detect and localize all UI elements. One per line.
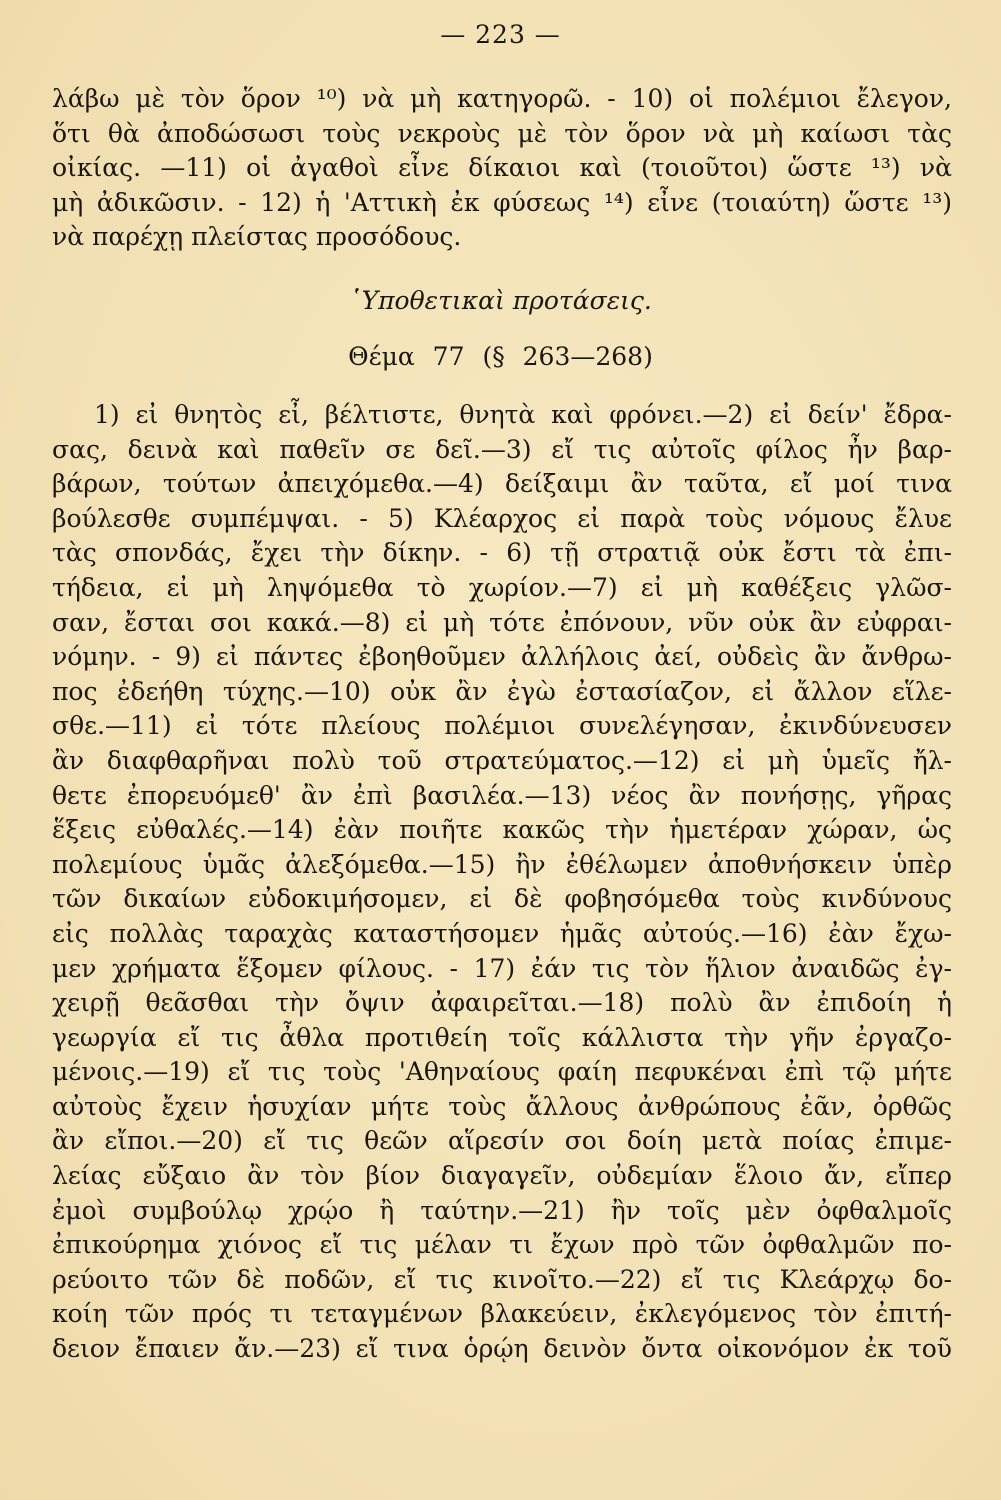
text-line: κοίη τῶν πρός τι τεταγμένων βλακεύειν, ἐκλεγόμενος τὸν ἐπιτή- <box>52 1299 952 1329</box>
text-line: αὐτοὺς ἔχειν ἡσυχίαν μήτε τοὺς ἄλλους ἀνθρώπους ἐᾶν, ὀρθῶς <box>52 1091 952 1121</box>
text-line: τῶν δικαίων εὐδοκιμήσομεν, εἰ δὲ φοβησόμεθα τοὺς κινδύνους <box>52 884 952 914</box>
text-line: μεν χρήματα ἕξομεν φίλους. - 17) ἐάν τις τὸν ἥλιον ἀναιδῶς ἐγ- <box>52 953 952 983</box>
text-line: λείας εὔξαιο ἂν τὸν βίον διαγαγεῖν, οὐδεμίαν ἕλοιο ἄν, εἴπερ <box>52 1161 952 1191</box>
text-line: σθε.—11) εἰ τότε πλείους πολέμιοι συνελέγησαν, ἐκινδύνευσεν <box>52 711 952 741</box>
text-line: βάρων, τούτων ἀπειχόμεθα.—4) δείξαιμι ἂν ταῦτα, εἴ μοί τινα <box>52 469 952 499</box>
text-line: χειρῇ θεᾶσθαι τὴν ὄψιν ἀφαιρεῖται.—18) πολὺ ἂν ἐπιδοίη ἡ <box>52 988 952 1018</box>
theme-heading: Θέμα 77 (§ 263—268) <box>348 342 653 371</box>
text-line: λάβω μὲ τὸν ὅρον ¹⁰) νὰ μὴ κατηγορῶ. - 10) οἱ πολέμιοι ἔλεγον, <box>52 84 952 113</box>
text-line: ὅτι θὰ ἀποδώσωσι τοὺς νεκροὺς μὲ τὸν ὅρον νὰ μὴ καίωσι τὰς <box>52 118 952 148</box>
text-line: νὰ παρέχῃ πλείστας προσόδους. <box>52 222 462 251</box>
intro-paragraph <box>52 82 952 255</box>
text-line: νόμην. - 9) εἰ πάντες ἐβοηθοῦμεν ἀλλήλοις ἀεί, οὐδεὶς ἂν ἄνθρω- <box>52 642 952 672</box>
text-line: σαν, ἔσται σοι κακά.—8) εἰ μὴ τότε ἐπόνουν, νῦν οὐκ ἂν εὐφραι- <box>52 607 952 637</box>
text-line: γεωργία εἴ τις ἆθλα προτιθείη τοῖς κάλλιστα τὴν γῆν ἐργαζο- <box>52 1022 952 1052</box>
exercise-paragraph <box>52 398 952 1367</box>
text-line: δειον ἔπαιεν ἄν.—23) εἴ τινα ὁρῴη δεινὸν ὄντα οἰκονόμον ἐκ τοῦ <box>52 1334 952 1364</box>
text-line: οἰκίας. —11) οἱ ἀγαθοὶ εἶνε δίκαιοι καὶ (τοιοῦτοι) ὥστε ¹³) νὰ <box>52 153 952 182</box>
text-line: ἐπικούρημα χιόνος εἴ τις μέλαν τι ἔχων πρὸ τῶν ὀφθαλμῶν πο- <box>52 1230 952 1260</box>
text-line: ἂν διαφθαρῆναι πολὺ τοῦ στρατεύματος.—12) εἰ μὴ ὑμεῖς ἤλ- <box>52 745 952 775</box>
text-line: ἐμοὶ συμβούλῳ χρῴο ἢ ταύτην.—21) ἢν τοῖς μὲν ὀφθαλμοῖς <box>52 1195 952 1225</box>
text-line: πολεμίους ὑμᾶς ἀλεξόμεθα.—15) ἢν ἐθέλωμεν ἀποθνήσκειν ὑπὲρ <box>52 849 952 879</box>
text-line: μὴ ἀδικῶσιν. - 12) ἡ 'Αττικὴ ἐκ φύσεως ¹⁴) εἶνε (τοιαύτη) ὥστε ¹³) <box>52 187 952 217</box>
text-line: σας, δεινὰ καὶ παθεῖν σε δεῖ.—3) εἴ τις αὐτοῖς φίλος ἦν βαρ- <box>52 434 952 464</box>
text-line: βούλεσθε συμπέμψαι. - 5) Κλέαρχος εἰ παρὰ τοὺς νόμους ἔλυε <box>52 503 952 533</box>
text-line: ρεύοιτο τῶν δὲ ποδῶν, εἴ τις κινοῖτο.—22) εἴ τις Κλεάρχῳ δο- <box>52 1264 952 1294</box>
text-line: ἕξεις εὐθαλές.—14) ἐὰν ποιῆτε κακῶς τὴν ἡμετέραν χώραν, ὡς <box>52 815 952 845</box>
page-number: — 223 — <box>440 20 561 49</box>
text-line: εἰς πολλὰς ταραχὰς καταστήσομεν ἡμᾶς αὐτούς.—16) ἐὰν ἔχω- <box>52 918 952 948</box>
section-subheading: ῾Υποθετικαὶ προτάσεις. <box>349 286 652 315</box>
text-line: θετε ἐπορευόμεθ' ἂν ἐπὶ βασιλέα.—13) νέος ἂν πονήσῃς, γῆρας <box>52 780 952 810</box>
text-line: 1) εἰ θνητὸς εἶ, βέλτιστε, θνητὰ καὶ φρόνει.—2) εἰ δείν' ἔδρα- <box>94 400 952 429</box>
text-line: τὰς σπονδάς, ἔχει τὴν δίκην. - 6) τῇ στρατιᾷ οὐκ ἔστι τὰ ἐπι- <box>52 538 952 568</box>
text-line: μένοις.—19) εἴ τις τοὺς 'Αθηναίους φαίη πεφυκέναι ἐπὶ τῷ μήτε <box>52 1057 952 1087</box>
text-line: τήδεια, εἰ μὴ ληψόμεθα τὸ χωρίον.—7) εἰ μὴ καθέξεις γλῶσ- <box>52 572 952 602</box>
text-line: πος ἐδεήθη τύχης.—10) οὐκ ἂν ἐγὼ ἐστασίαζον, εἰ ἄλλον εἵλε- <box>52 676 952 706</box>
text-line: ἂν εἴποι.—20) εἴ τις θεῶν αἵρεσίν σοι δοίη μετὰ ποίας ἐπιμε- <box>52 1126 952 1156</box>
